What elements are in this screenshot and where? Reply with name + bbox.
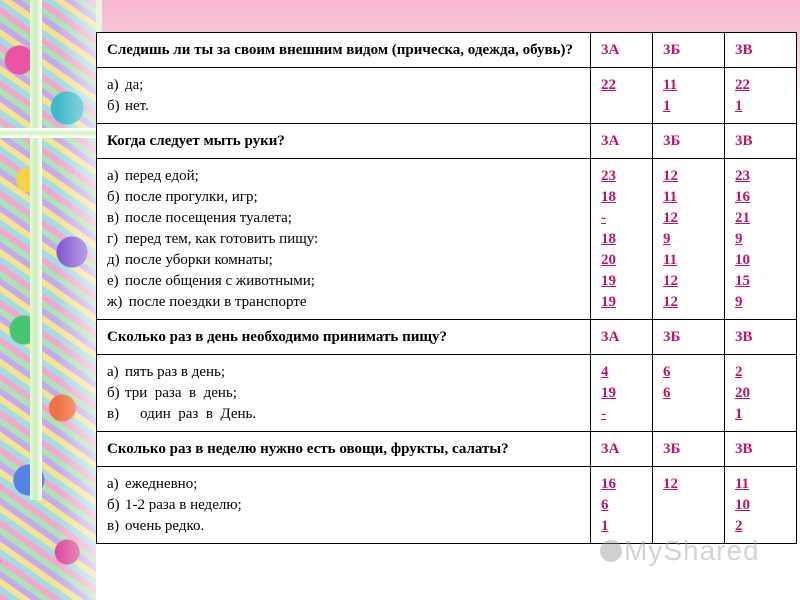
answer-text: очень редко. bbox=[125, 518, 205, 534]
answers-row bbox=[97, 159, 797, 320]
count-b: 12 11 12 9 11 12 12 bbox=[653, 159, 725, 320]
question-text: Следишь ли ты за своим внешним видом (прическа, одежда, обувь)? bbox=[97, 33, 591, 68]
answer-option bbox=[107, 250, 584, 271]
answer-letter: ж) bbox=[107, 294, 123, 310]
class-header-c: 3В bbox=[725, 124, 797, 159]
answer-letter: в) bbox=[107, 406, 120, 422]
answers-list bbox=[97, 467, 591, 544]
question-row bbox=[97, 124, 797, 159]
count-c: 2 20 1 bbox=[725, 355, 797, 432]
class-header-a: 3А bbox=[591, 432, 653, 467]
class-header-c: 3В bbox=[725, 432, 797, 467]
answer-letter: б) bbox=[107, 385, 120, 401]
watermark-icon bbox=[600, 540, 622, 562]
question-text: Сколько раз в неделю нужно есть овощи, фрукты, салаты? bbox=[97, 432, 591, 467]
class-header-a: 3А bbox=[591, 124, 653, 159]
answer-letter: е) bbox=[107, 273, 119, 289]
answer-option bbox=[107, 229, 584, 250]
decorative-mini-bar bbox=[96, 0, 102, 32]
answer-letter: а) bbox=[107, 476, 119, 492]
question-row bbox=[97, 432, 797, 467]
answer-text: после посещения туалета; bbox=[125, 210, 292, 226]
answer-letter: в) bbox=[107, 518, 120, 534]
answer-option bbox=[107, 383, 584, 404]
count-b: 6 6 bbox=[653, 355, 725, 432]
question-text: Сколько раз в день необходимо принимать пищу? bbox=[97, 320, 591, 355]
survey-table bbox=[96, 32, 797, 544]
answer-option bbox=[107, 208, 584, 229]
class-header-b: 3Б bbox=[653, 33, 725, 68]
count-a: 16 6 1 bbox=[591, 467, 653, 544]
answer-letter: а) bbox=[107, 364, 119, 380]
answer-option bbox=[107, 516, 584, 537]
answer-text: три раза в день; bbox=[125, 385, 237, 401]
answer-letter: а) bbox=[107, 77, 119, 93]
answer-option bbox=[107, 362, 584, 383]
answer-option bbox=[107, 166, 584, 187]
question-text: Когда следует мыть руки? bbox=[97, 124, 591, 159]
watermark-text: MyShared bbox=[624, 535, 760, 566]
answer-option bbox=[107, 75, 584, 96]
answer-letter: а) bbox=[107, 168, 119, 184]
answer-option bbox=[107, 474, 584, 495]
answers-list bbox=[97, 68, 591, 124]
answer-letter: в) bbox=[107, 210, 120, 226]
answers-row bbox=[97, 355, 797, 432]
answer-option bbox=[107, 292, 584, 313]
answer-letter: г) bbox=[107, 231, 119, 247]
answer-text: после уборки комнаты; bbox=[125, 252, 273, 268]
class-header-b: 3Б bbox=[653, 320, 725, 355]
answer-text: перед тем, как готовить пищу: bbox=[125, 231, 319, 247]
answer-text: после поездки в транспорте bbox=[125, 294, 307, 310]
answer-text: да; bbox=[125, 77, 144, 93]
class-header-a: 3А bbox=[591, 320, 653, 355]
watermark-logo bbox=[600, 535, 760, 567]
answer-option bbox=[107, 96, 584, 117]
answer-option bbox=[107, 271, 584, 292]
answer-text: после общения с животными; bbox=[125, 273, 315, 289]
answer-option bbox=[107, 404, 584, 425]
class-header-c: 3В bbox=[725, 33, 797, 68]
count-b: 11 1 bbox=[653, 68, 725, 124]
answer-letter: б) bbox=[107, 98, 120, 114]
answer-text: перед едой; bbox=[125, 168, 199, 184]
question-row bbox=[97, 33, 797, 68]
answer-option bbox=[107, 495, 584, 516]
answer-text: нет. bbox=[125, 98, 149, 114]
count-b: 12 bbox=[653, 467, 725, 544]
count-a: 23 18 - 18 20 19 19 bbox=[591, 159, 653, 320]
answer-letter: б) bbox=[107, 497, 120, 513]
answers-list bbox=[97, 355, 591, 432]
count-c: 23 16 21 9 10 15 9 bbox=[725, 159, 797, 320]
answer-option bbox=[107, 187, 584, 208]
answers-list bbox=[97, 159, 591, 320]
answers-row bbox=[97, 68, 797, 124]
answer-text: пять раз в день; bbox=[125, 364, 226, 380]
answer-text: 1-2 раза в неделю; bbox=[125, 497, 242, 513]
answer-text: один раз в День. bbox=[125, 406, 257, 422]
count-a: 22 bbox=[591, 68, 653, 124]
count-c: 22 1 bbox=[725, 68, 797, 124]
question-row bbox=[97, 320, 797, 355]
answer-text: ежедневно; bbox=[125, 476, 198, 492]
class-header-c: 3В bbox=[725, 320, 797, 355]
count-c: 11 10 2 bbox=[725, 467, 797, 544]
class-header-b: 3Б bbox=[653, 124, 725, 159]
class-header-a: 3А bbox=[591, 33, 653, 68]
decorative-pattern-strip bbox=[0, 0, 96, 600]
answer-letter: б) bbox=[107, 189, 120, 205]
answer-letter: д) bbox=[107, 252, 120, 268]
class-header-b: 3Б bbox=[653, 432, 725, 467]
decorative-vertical-bar bbox=[30, 0, 42, 500]
answer-text: после прогулки, игр; bbox=[125, 189, 258, 205]
count-a: 4 19 - bbox=[591, 355, 653, 432]
answers-row bbox=[97, 467, 797, 544]
